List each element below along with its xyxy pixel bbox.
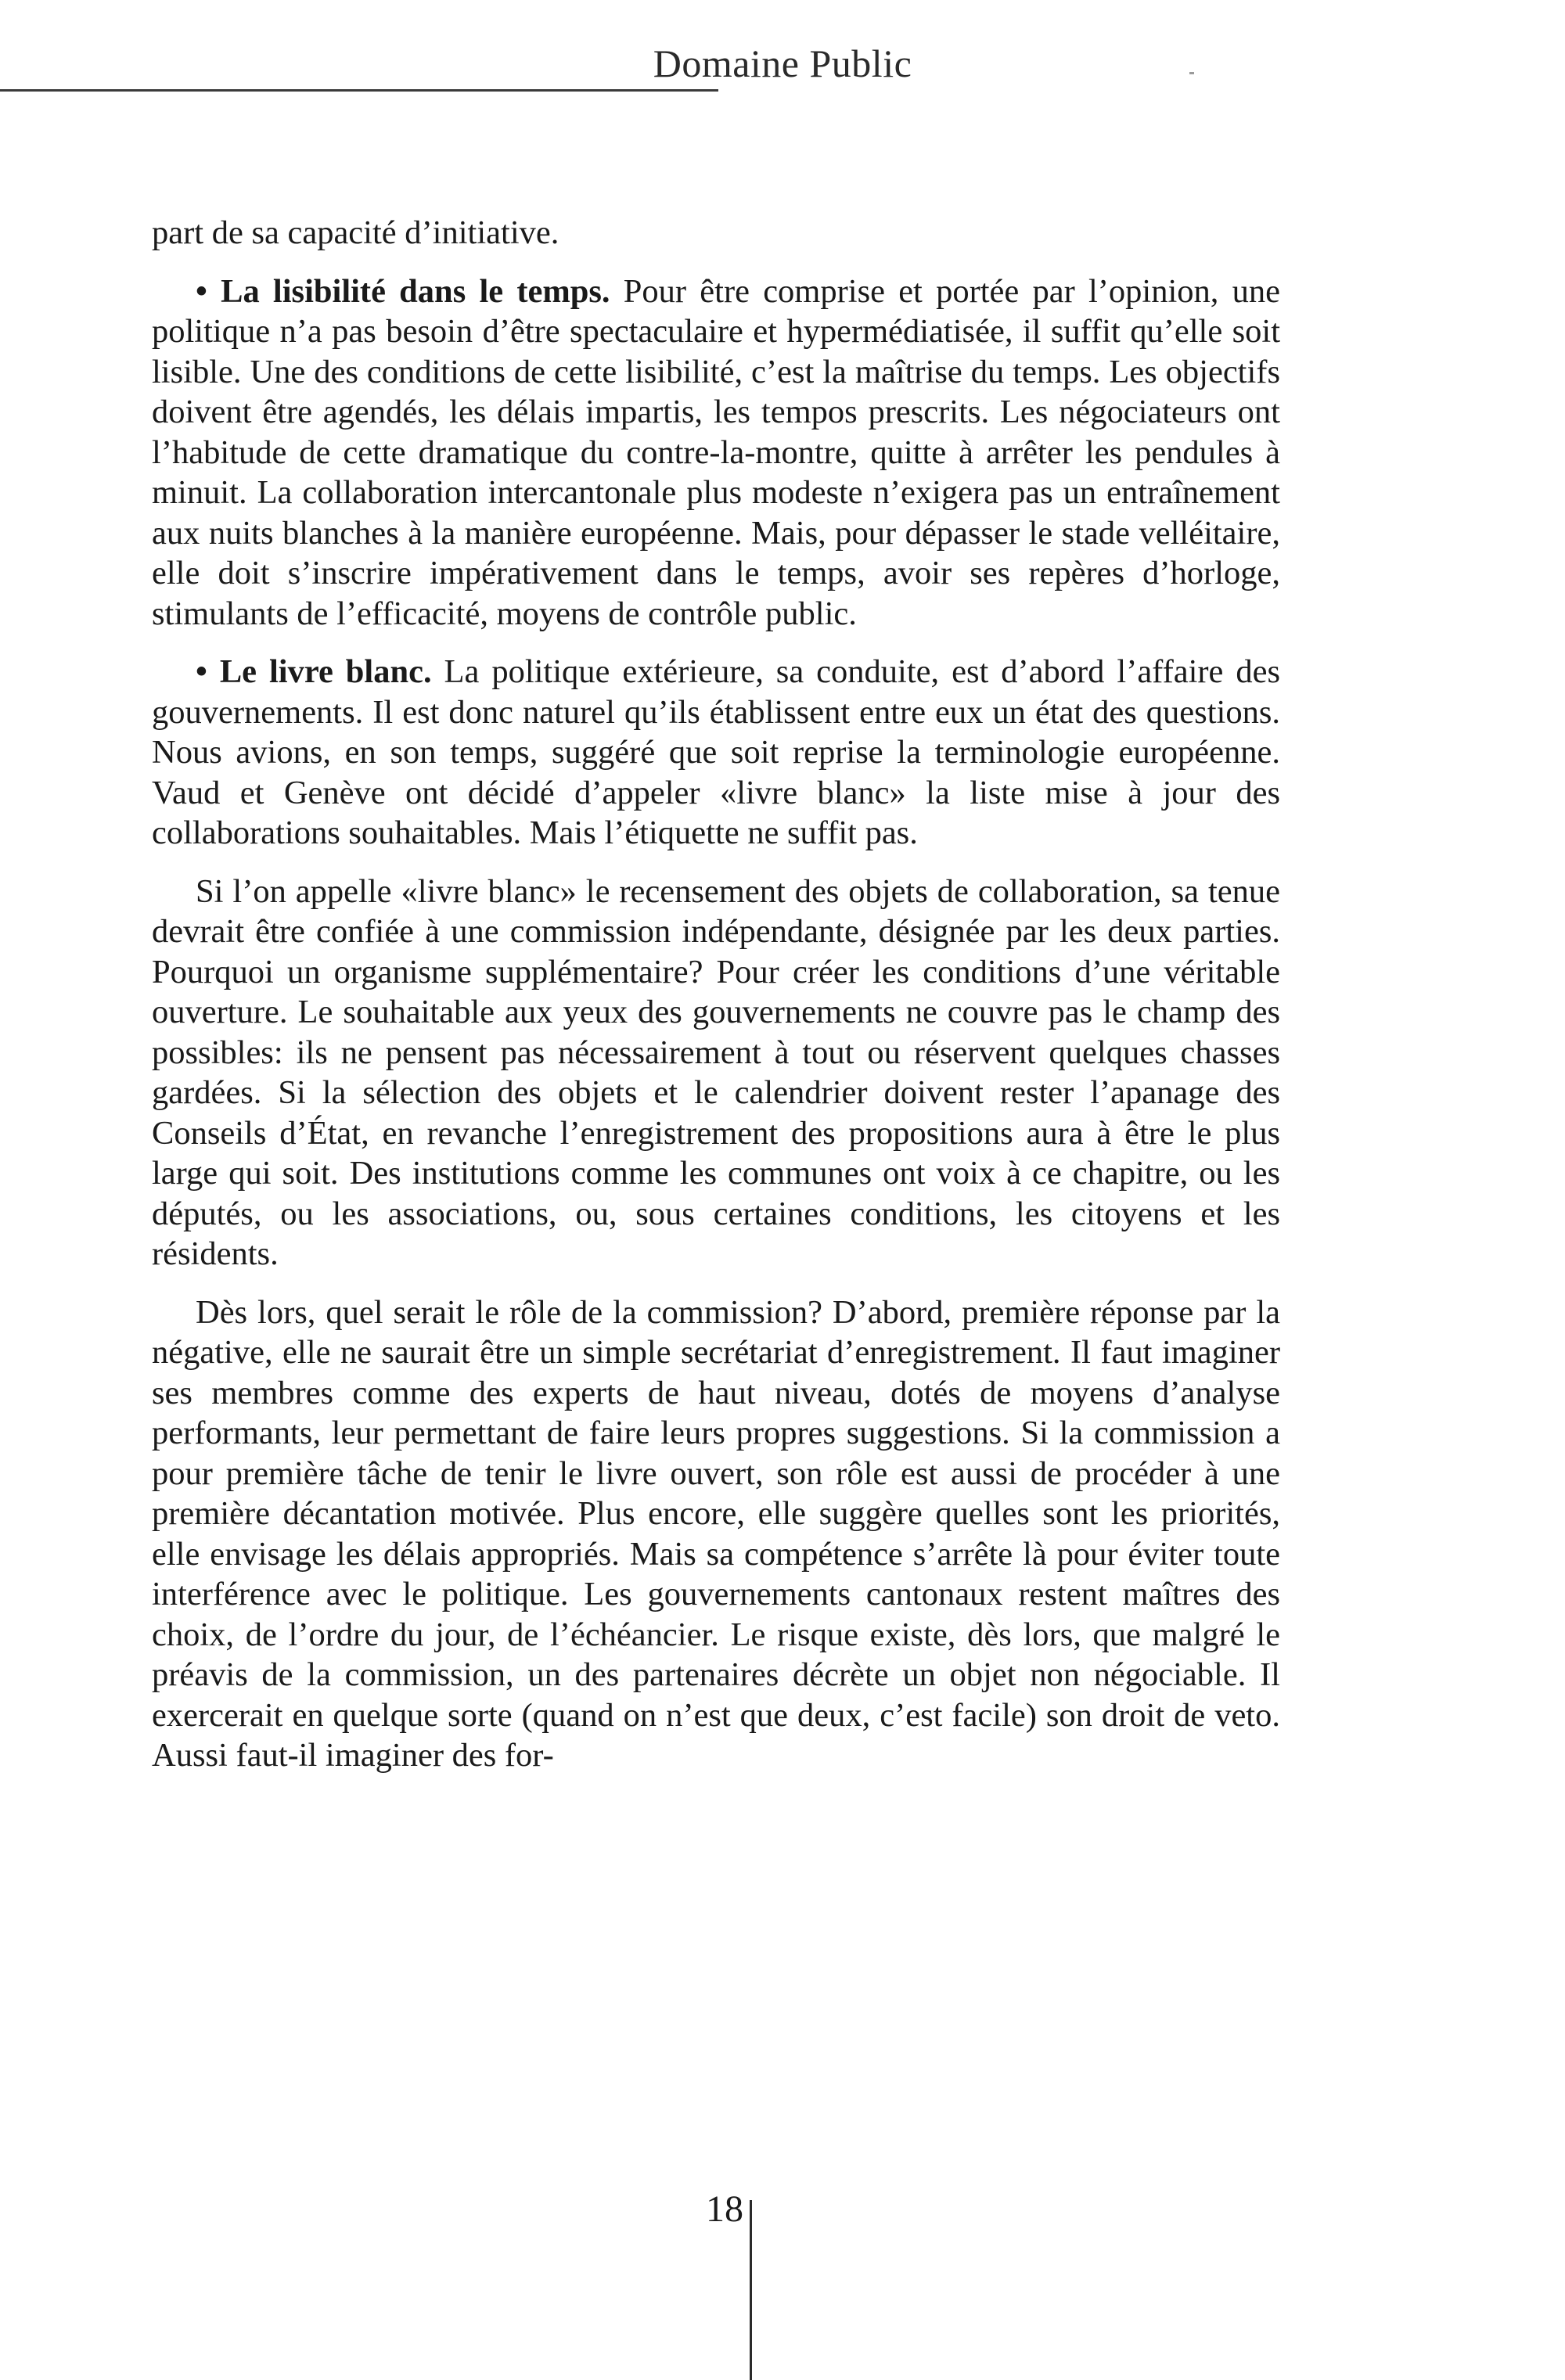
paragraph-commission [152, 872, 1280, 1274]
header-rule [0, 89, 718, 92]
paragraph-lead: • Le livre blanc. [196, 653, 432, 690]
paragraph-text: Pour être comprise et portée par l’opinion, une politique n’a pas besoin d’être spectaculaire et hypermédiatisée, il suffit qu’elle soit lisible. Une des conditions de cette lisibilité, c’est la maîtrise du temps. Les objectifs doivent être agendés, les délais impartis, les tempos prescrits. Les négociateurs ont l’habitude de cette dramatique du contre-la-montre, quitte à arrêter les pendules à minuit. La collaboration intercantonale plus modeste n’exigera pas un entraînement aux nuits blanches à la manière européenne. Mais, pour dépasser le stade velléitaire, elle doit s’inscrire impérativement dans le temps, avoir ses repères d’horloge, stimulants de l’efficacité, moyens de contrôle public. [152, 272, 1280, 632]
running-title: Domaine Public [653, 41, 912, 85]
footer-rule [750, 2200, 752, 2380]
paragraph-livre-blanc [152, 652, 1280, 854]
page-number: 18 [706, 2188, 743, 2230]
paragraph-text: part de sa capacité d’initiative. [152, 214, 559, 251]
paragraph-text: Dès lors, quel serait le rôle de la commission? D’abord, première réponse par la négative, elle ne saurait être un simple secrétariat d’enregistrement. Il faut imaginer ses membres comme des experts de haut niveau, dotés de moyens d’analyse performants, leur permettant de faire leurs propres suggestions. Si la commission a pour première tâche de tenir le livre ouvert, son rôle est aussi de procéder à une première décantation motivée. Plus encore, elle suggère quelles sont les priorités, elle envisage les délais appropriés. Mais sa compétence s’arrête là pour éviter toute interférence avec le politique. Les gouvernements cantonaux restent maîtres des choix, de l’ordre du jour, de l’échéancier. Le risque existe, dès lors, que malgré le préavis de la commission, un des partenaires décrète un objet non négociable. Il exercerait en quelque sorte (quand on n’est que deux, c’est facile) son droit de veto. Aussi faut-il imaginer des for- [152, 1293, 1280, 1774]
paragraph-continuation [152, 213, 1280, 253]
article-body [152, 213, 1280, 1776]
header-mark [1189, 72, 1194, 74]
paragraph-lead: • La lisibilité dans le temps. [196, 272, 610, 310]
paragraph-text: Si l’on appelle «livre blanc» le recensement des objets de collaboration, sa tenue devrait être confiée à une commission indépendante, désignée par les deux parties. Pourquoi un organisme supplémentaire? Pour créer les conditions d’une véritable ouverture. Le souhaitable aux yeux des gouvernements ne couvre pas le champ des possibles: ils ne pensent pas nécessairement à tout ou réservent quelques chasses gardées. Si la sélection des objets et le calendrier doivent rester l’apanage des Conseils d’État, en revanche l’enregistrement des propositions aura à être le plus large qui soit. Des institutions comme les communes ont voix à ce chapitre, ou les députés, ou les associations, ou, sous certaines conditions, les citoyens et les résidents. [152, 872, 1280, 1272]
paragraph-text: La politique extérieure, sa conduite, est d’abord l’affaire des gouvernements. Il est donc naturel qu’ils établissent entre eux un état des questions. Nous avions, en son temps, suggéré que soit reprise la terminologie européenne. Vaud et Genève ont décidé d’appeler «livre blanc» la liste mise à jour des collaborations souhaitables. Mais l’étiquette ne suffit pas. [152, 653, 1281, 851]
paragraph-lisibilite [152, 271, 1280, 635]
paragraph-role [152, 1292, 1280, 1776]
